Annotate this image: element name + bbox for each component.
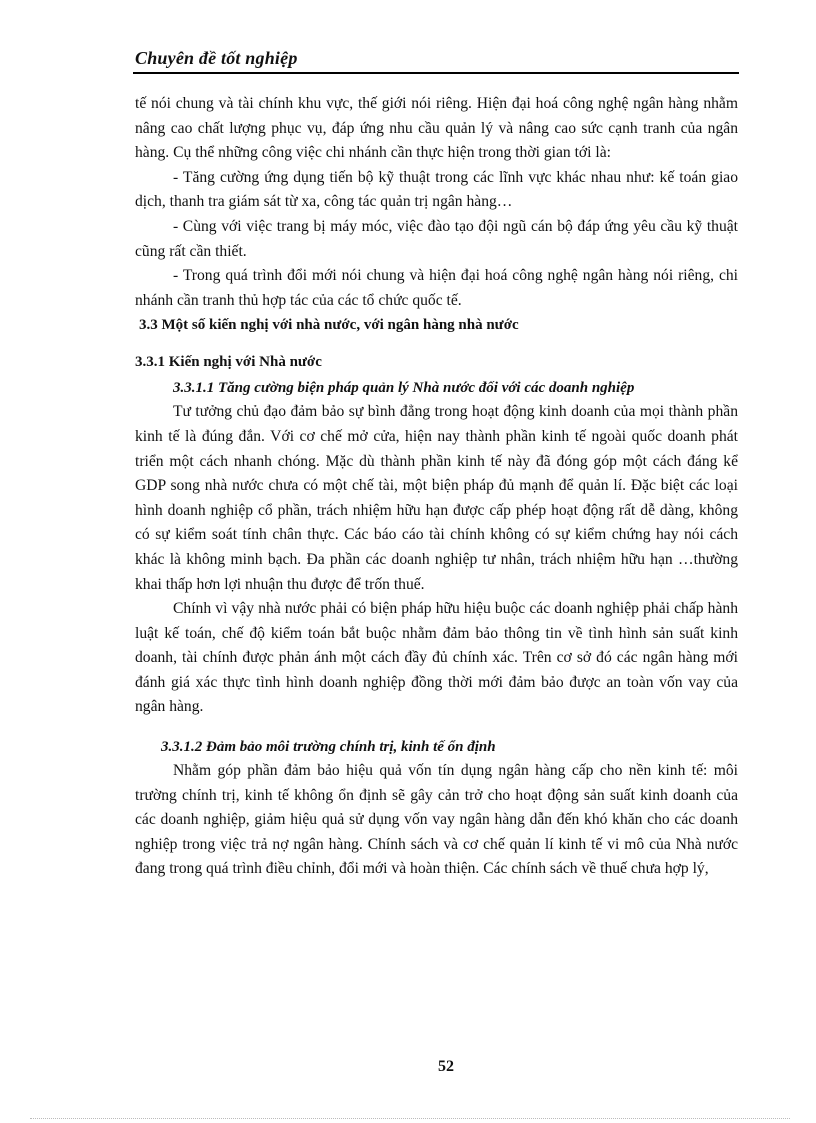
document-body <box>135 92 738 882</box>
page-number: 52 <box>438 1058 454 1075</box>
paragraph: Tư tưởng chủ đạo đảm bảo sự bình đẳng trong hoạt động kinh doanh của mọi thành phần kinh tế là đúng đắn. Với cơ chế mở cửa, hiện nay thành phần kinh tế ngoài quốc doanh phát triển một cách nhanh chóng. Mặc dù thành phần kinh tế này đã đóng góp một cách đáng kể GDP song nhà nước chưa có một chế tài, một biện pháp đủ mạnh để quản lí. Đặc biệt các loại hình doanh nghiệp cổ phần, trách nhiệm hữu hạn được cấp phép hoạt động rất dễ dàng, không có sự kiểm soát tính chân thực. Các báo cáo tài chính không có sự kiểm chứng hay nói cách khác là không minh bạch. Đa phần các doanh nghiệp tư nhân, trách nhiệm hữu hạn …thường khai thấp hơn lợi nhuận thu được để trốn thuế. <box>135 403 738 593</box>
paragraph: tế nói chung và tài chính khu vực, thế giới nói riêng. Hiện đại hoá công nghệ ngân hàng nhằm nâng cao chất lượng phục vụ, đáp ứng nhu cầu quản lý và nâng cao sức cạnh tranh của ngân hàng. Cụ thể những công việc chi nhánh cần thực hiện trong thời gian tới là: <box>135 95 738 162</box>
section-heading-3-3-1-2: 3.3.1.2 Đảm bảo môi trường chính trị, kinh tế ổn định <box>161 739 496 756</box>
bullet-paragraph: - Tăng cường ứng dụng tiến bộ kỹ thuật trong các lĩnh vực khác nhau như: kế toán giao dịch, thanh tra giám sát từ xa, công tác quản trị ngân hàng… <box>135 168 738 211</box>
section-heading-3-3-1: 3.3.1 Kiến nghị với Nhà nước <box>135 354 322 371</box>
page-bottom-divider <box>30 1118 790 1119</box>
paragraph: Chính vì vậy nhà nước phải có biện pháp hữu hiệu buộc các doanh nghiệp phải chấp hành luật kế toán, chế độ kiểm toán bắt buộc nhằm đảm bảo thông tin về tình hình sản suất kinh doanh, tài chính được phản ánh một cách đầy đủ chính xác. Trên cơ sở đó các ngân hàng mới đánh giá xác thực tình hình doanh nghiệp đồng thời mới đảm bảo được an toàn vốn vay của ngân hàng. <box>135 600 738 716</box>
header-divider <box>133 72 739 74</box>
document-header-title: Chuyên đề tốt nghiệp <box>135 48 298 68</box>
section-heading-3-3-1-1: 3.3.1.1 Tăng cường biện pháp quản lý Nhà nước đối với các doanh nghiệp <box>173 380 635 397</box>
section-heading-3-3: 3.3 Một số kiến nghị với nhà nước, với ngân hàng nhà nước <box>139 317 519 334</box>
bullet-paragraph: - Trong quá trình đổi mới nói chung và hiện đại hoá công nghệ ngân hàng nói riêng, chi nhánh cần tranh thủ hợp tác của các tổ chức quốc tế. <box>135 267 738 309</box>
bullet-paragraph: - Cùng với việc trang bị máy móc, việc đào tạo đội ngũ cán bộ đáp ứng yêu cầu kỹ thuật cũng rất cần thiết. <box>135 217 738 260</box>
paragraph: Nhằm góp phần đảm bảo hiệu quả vốn tín dụng ngân hàng cấp cho nền kinh tế: môi trường chính trị, kinh tế không ổn định sẽ gây cản trở cho hoạt động sản suất kinh doanh của các doanh nghiệp, giảm hiệu quả sử dụng vốn vay ngân hàng dẫn đến khó khăn cho các doanh nghiệp trong việc trả nợ ngân hàng. Chính sách và cơ chế quản lí kinh tế vi mô của Nhà nước đang trong quá trình điều chỉnh, đổi mới và hoàn thiện. Các chính sách về thuế chưa hợp lý, <box>135 762 738 878</box>
